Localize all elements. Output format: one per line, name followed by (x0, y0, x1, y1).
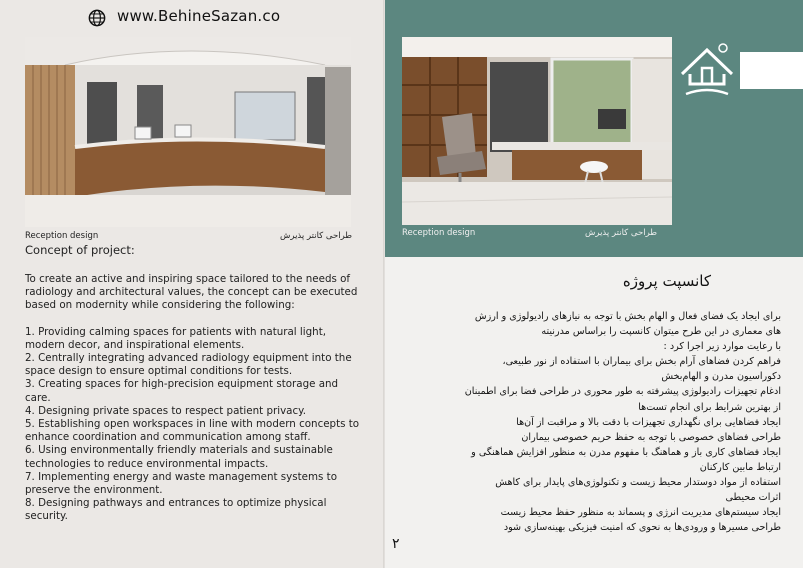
concept-item: 7. Implementing energy and waste management systems to preserve the environment. (25, 470, 338, 497)
website-url: www.BehineSazan.co (117, 7, 281, 25)
concept-item: 3. Creating spaces for high-precision equipment storage and care. (25, 378, 339, 404)
concept-body-fa (406, 309, 781, 535)
concept-line-fa: برای ایجاد یک فضای فعال و الهام بخش با توجه به نیازهای رادیولوژی و ارزش (474, 311, 781, 322)
concept-item: 5. Establishing open workspaces in line with modern concepts to enhance coordination and communication among staff. (25, 418, 360, 444)
concept-intro: To create an active and inspiring space tailored to the needs of radiology and architectural values, the concept can be executed based on modernity while considering the following: (25, 273, 358, 312)
concept-line-fa: با رعایت موارد زیر اجرا کرد : (663, 341, 781, 353)
concept-line-fa: ایجاد فضاهای کاری باز و هماهنگ با مفهوم مدرن به منظور افزایش هماهنگی و (471, 446, 781, 458)
reception-photo-left (25, 37, 351, 227)
page-number: ۲ (392, 536, 400, 552)
concept-line-fa: ایجاد سیستم‌های مدیریت انرژی و پسماند به منظور حفظ محیط زیست (500, 507, 781, 519)
photo-caption-fa: طراحی کانتر پذیرش (280, 231, 353, 241)
concept-line-fa: استفاده از مواد دوستدار محیط زیست و تکنولوژی‌های پایدار برای کاهش (495, 477, 781, 489)
concept-item: 4. Designing private spaces to respect patient privacy. (25, 404, 307, 417)
reception-photo-right (402, 37, 672, 225)
concept-item: 1. Providing calming spaces for patients with natural light, modern decor, and inspirational elements. (25, 325, 327, 351)
behinesazan-logo (678, 40, 736, 100)
concept-item: 2. Centrally integrating advanced radiology equipment into the space design to ensure optimal conditions for tests. (25, 352, 352, 378)
concept-line-fa: ایجاد فضاهایی برای نگهداری تجهیزات با دقت بالا و مراقبت از آن‌ها (516, 416, 781, 428)
photo-caption-en: Reception design (25, 231, 99, 241)
globe-icon (88, 9, 106, 27)
concept-line-fa: فراهم کردن فضاهای آرام بخش برای بیماران با استفاده از نور طبیعی، (502, 356, 781, 368)
concept-line-fa: از بهترین شرایط برای انجام تست‌ها (638, 401, 781, 413)
concept-item: 6. Using environmentally friendly materials and sustainable technologies to reduce environmental impacts. (25, 444, 333, 470)
header-white-box (740, 52, 803, 89)
concept-line-fa: دکوراسیون مدرن و الهام‌بخش (661, 371, 781, 383)
concept-line-fa: های معماری در این طرح میتوان کانسپت را براساس مدرنیته (541, 326, 781, 338)
concept-item: 8. Designing pathways and entrances to optimize physical security. (25, 497, 327, 523)
concept-body (25, 273, 360, 524)
photo-caption-en: Reception design (402, 228, 476, 238)
concept-line-fa: طراحی فضاهای خصوصی با توجه به حفظ حریم خصوصی بیماران (521, 431, 781, 443)
concept-title-fa: کانسپت پروژه (622, 272, 711, 290)
concept-heading: Concept of project: (25, 243, 135, 257)
left-page (0, 0, 385, 568)
concept-line-fa: ارتباط مابین کارکنان (699, 461, 781, 473)
concept-line-fa: اثرات محیطی (725, 492, 781, 504)
right-page (385, 0, 803, 568)
concept-line-fa: ادغام تجهیزات رادیولوژی پیشرفته به طور محوری در طراحی فضا برای اطمینان (464, 386, 781, 398)
photo-caption-fa: طراحی کانتر پذیرش (585, 228, 658, 238)
concept-line-fa: طراحی مسیرها و ورودی‌ها به نحوی که امنیت فیزیکی بهینه‌سازی شود (503, 522, 781, 534)
